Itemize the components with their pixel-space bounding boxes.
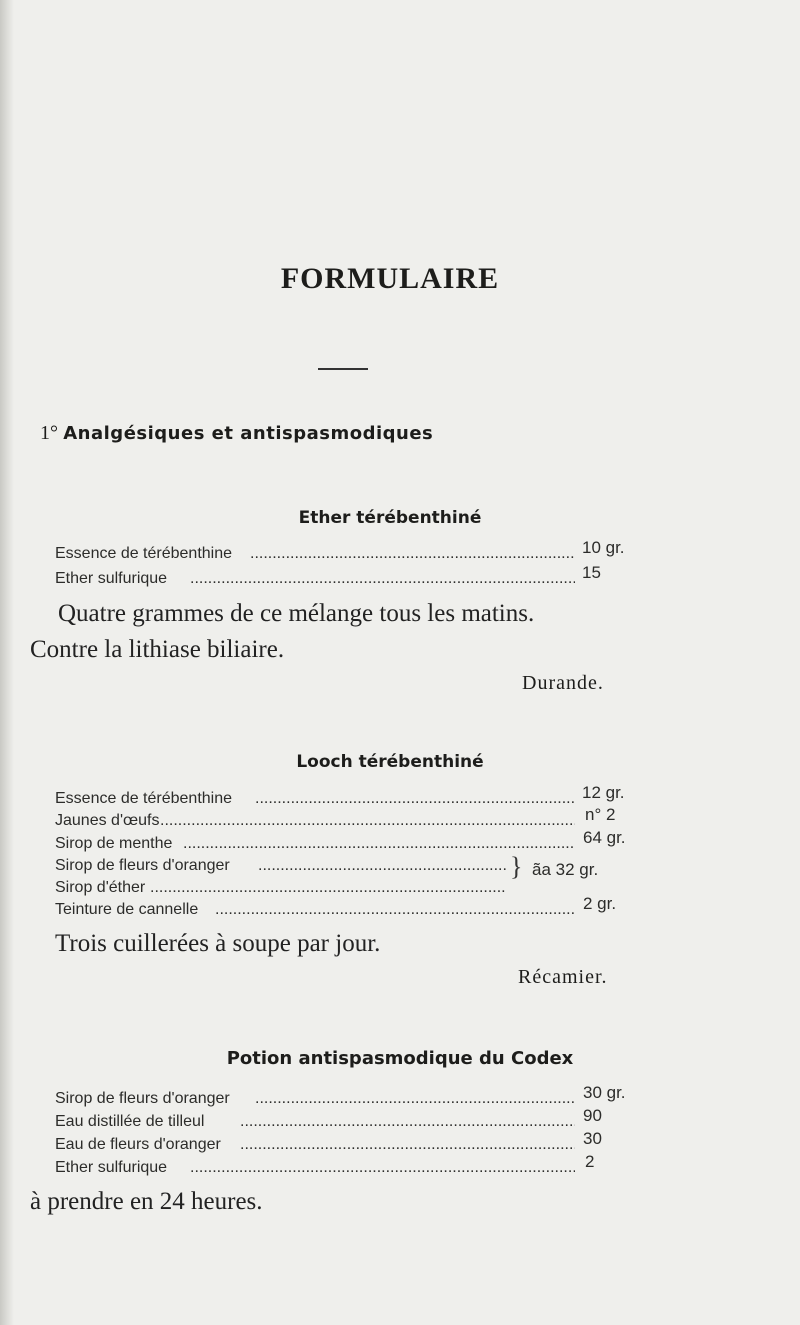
ingredient-qty: 15 (582, 563, 601, 582)
leader-dots (183, 835, 575, 853)
grouping-brace: } (510, 852, 523, 881)
ingredient-name: Sirop de fleurs d'oranger (55, 1090, 230, 1107)
ingredient-name: Eau de fleurs d'oranger (55, 1136, 221, 1153)
ingredient-qty: n° 2 (585, 805, 616, 824)
instruction-text: Quatre grammes de ce mélange tous les matins. (58, 600, 535, 627)
ingredient-name: Sirop d'éther (55, 879, 146, 896)
ingredient-name: Jaunes d'œufs (55, 812, 160, 829)
ingredient-qty: 2 (585, 1152, 595, 1171)
leader-dots (240, 1113, 575, 1131)
leader-dots (160, 812, 575, 830)
leader-dots (150, 879, 506, 897)
ingredient-qty: 64 gr. (583, 828, 626, 847)
leader-dots (258, 857, 506, 875)
ingredient-qty: 30 (583, 1129, 602, 1148)
instruction-text: Trois cuillerées à soupe par jour. (55, 930, 381, 957)
leader-dots (190, 1159, 575, 1177)
ingredient-name: Ether sulfurique (55, 570, 168, 587)
recipe-author: Récamier. (518, 966, 608, 988)
ingredient-name: Essence de térébenthine (55, 790, 233, 807)
title-rule (318, 368, 368, 370)
ingredient-name: Ether sulfurique (55, 1159, 168, 1176)
ingredient-name: Eau distillée de tilleul (55, 1113, 205, 1130)
leader-dots (190, 570, 575, 588)
ingredient-qty: 2 gr. (583, 894, 617, 913)
ingredient-qty: 90 (583, 1106, 602, 1125)
ingredient-name: Essence de térébenthine (55, 545, 233, 562)
ingredient-qty: ãa 32 gr. (532, 860, 599, 879)
ingredient-qty: 30 gr. (583, 1083, 626, 1102)
recipe-title: Potion antispasmodique du Codex (226, 1048, 574, 1069)
ingredient-name: Teinture de cannelle (55, 901, 199, 918)
instruction-text: à prendre en 24 heures. (30, 1188, 263, 1215)
page-spine-shadow (0, 0, 14, 1325)
leader-dots (250, 545, 575, 563)
ingredient-name: Sirop de menthe (55, 835, 173, 852)
ingredient-qty: 10 gr. (582, 538, 625, 557)
ingredient-qty: 12 gr. (582, 783, 625, 802)
recipe-author: Durande. (522, 672, 604, 694)
section-label: Analgésiques et antispasmodiques (63, 423, 434, 444)
leader-dots (255, 790, 575, 808)
instruction-text: Contre la lithiase biliaire. (30, 636, 285, 663)
ingredient-name: Sirop de fleurs d'oranger (55, 857, 230, 874)
recipe-title: Looch térébenthiné (296, 752, 484, 772)
leader-dots (255, 1090, 575, 1108)
section-number: 1° (40, 422, 58, 444)
page-title: FORMULAIRE (280, 262, 500, 295)
recipe-title: Ether térébenthiné (298, 508, 482, 528)
section-heading (40, 420, 433, 445)
leader-dots (215, 901, 575, 919)
leader-dots (240, 1136, 575, 1154)
